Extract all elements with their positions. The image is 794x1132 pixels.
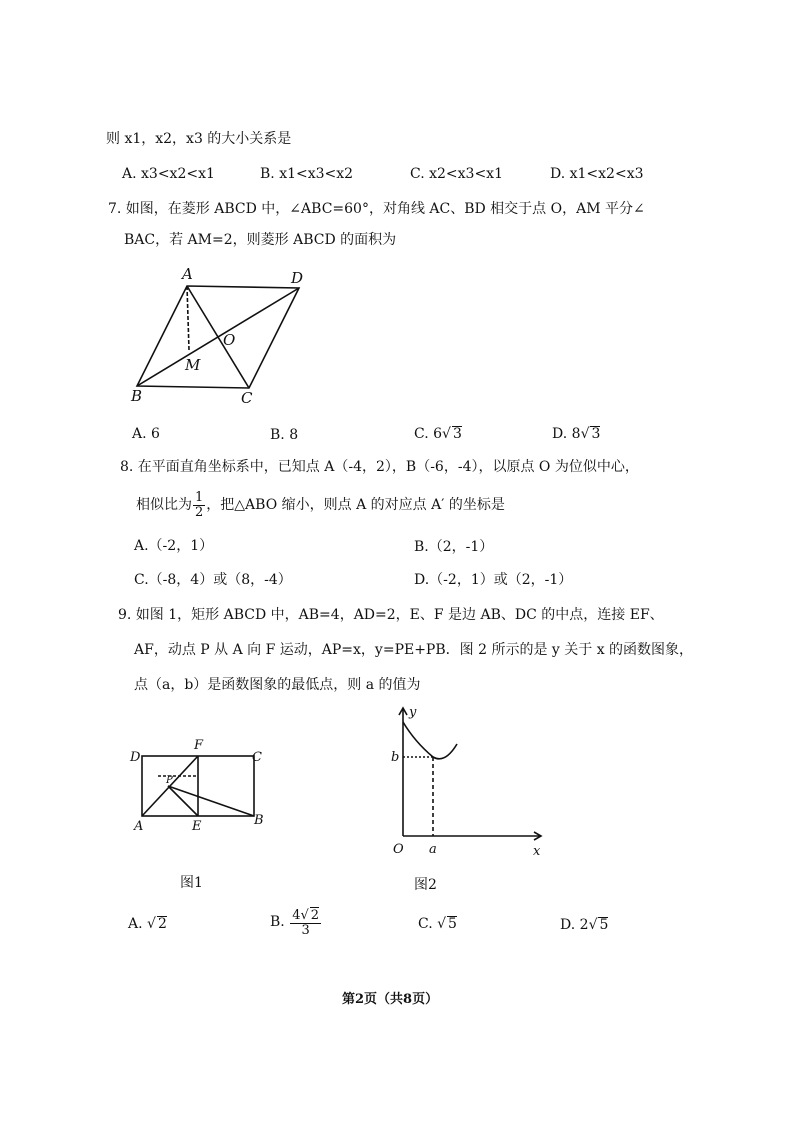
fig2-label-x: x xyxy=(533,844,541,859)
q6-stem: 则 x1，x2，x3 的大小关系是 xyxy=(106,131,292,147)
q8-option-a: A.（-2，1） xyxy=(134,538,214,554)
q9-figure-2-graph xyxy=(385,700,550,860)
label-d: D xyxy=(291,269,304,287)
label-m: M xyxy=(185,356,201,374)
fig1-label-a: A xyxy=(134,819,144,834)
q7-option-a: A. 6 xyxy=(132,426,160,442)
q7-stem-line1: 7. 如图，在菱形 ABCD 中，∠ABC=60°，对角线 AC、BD 相交于点 O，AM 平分∠ xyxy=(108,201,645,217)
q9-option-d: D. 2√ 5 xyxy=(560,917,609,933)
fig1-label-c: C xyxy=(252,750,262,765)
q9-option-a: A. √ 2 xyxy=(128,916,167,932)
fig2-label-b: b xyxy=(391,750,400,765)
segment-pb xyxy=(168,786,254,816)
q7-stem-line2: BAC，若 AM=2，则菱形 ABCD 的面积为 xyxy=(124,232,397,248)
ratio-fraction: $\frac{1}{2}$ xyxy=(195,489,204,520)
q9-figure-1-rectangle xyxy=(128,730,268,835)
q8-option-d: D.（-2，1）或（2，-1） xyxy=(414,572,573,588)
label-o: O xyxy=(223,331,236,349)
q6-option-b: B. x1<x3<x2 xyxy=(260,166,354,182)
bisector-am xyxy=(187,286,189,350)
q6-option-d: D. x1<x2<x3 xyxy=(550,166,644,182)
fig2-label-a: a xyxy=(429,842,437,857)
q9-stem-line1: 9. 如图 1，矩形 ABCD 中，AB=4，AD=2，E、F 是边 AB、DC 的中点，连接 EF、 xyxy=(118,607,664,623)
q8-option-c: C.（-8，4）或（8，-4） xyxy=(134,572,292,588)
fig1-label-e: E xyxy=(192,819,202,834)
q6-option-c: C. x2<x3<x1 xyxy=(410,166,503,182)
fig1-label-d: D xyxy=(130,750,141,765)
q9-stem-line2: AF，动点 P 从 A 向 F 运动，AP=x，y=PE+PB．图 2 所示的是 y 关于 x 的函数图象， xyxy=(134,642,694,658)
q7-option-d: D. 8√ 3 xyxy=(552,426,601,442)
q7-option-c: C. 6√ 3 xyxy=(414,426,462,442)
q8-stem-line2: 相似比为 $\frac{1}{2}$ ，把△ABO 缩小，则点 A 的对应点 A′ 的坐标是 xyxy=(136,489,505,520)
fig1-label-b: B xyxy=(254,813,264,828)
function-curve xyxy=(403,722,457,759)
label-b: B xyxy=(131,387,143,405)
q9-option-c: C. √ 5 xyxy=(418,916,457,932)
q9-figure-2-caption: 图2 xyxy=(414,877,437,893)
label-c: C xyxy=(241,389,253,407)
q9-figure-1-caption: 图1 xyxy=(180,875,203,891)
fig2-label-o: O xyxy=(393,842,404,857)
q9-stem-line3: 点（a，b）是函数图象的最低点，则 a 的值为 xyxy=(134,677,421,693)
q6-option-a: A. x3<x2<x1 xyxy=(122,166,215,182)
page-footer: 第2页（共8页） xyxy=(342,992,439,1007)
fig2-label-y: y xyxy=(409,705,417,720)
fig1-label-f: F xyxy=(194,738,204,753)
q7-rhombus-figure xyxy=(125,262,325,412)
q7-option-b: B. 8 xyxy=(270,427,299,443)
q9-option-b: B. $\frac{4√ 2}{3}$ xyxy=(270,907,320,938)
fig1-label-p: P xyxy=(166,775,173,786)
q8-option-b: B.（2，-1） xyxy=(414,539,494,555)
label-a: A xyxy=(182,265,193,283)
q8-stem-line1: 8. 在平面直角坐标系中，已知点 A（-4，2），B（-6，-4），以原点 O 为位似中心， xyxy=(120,459,639,475)
